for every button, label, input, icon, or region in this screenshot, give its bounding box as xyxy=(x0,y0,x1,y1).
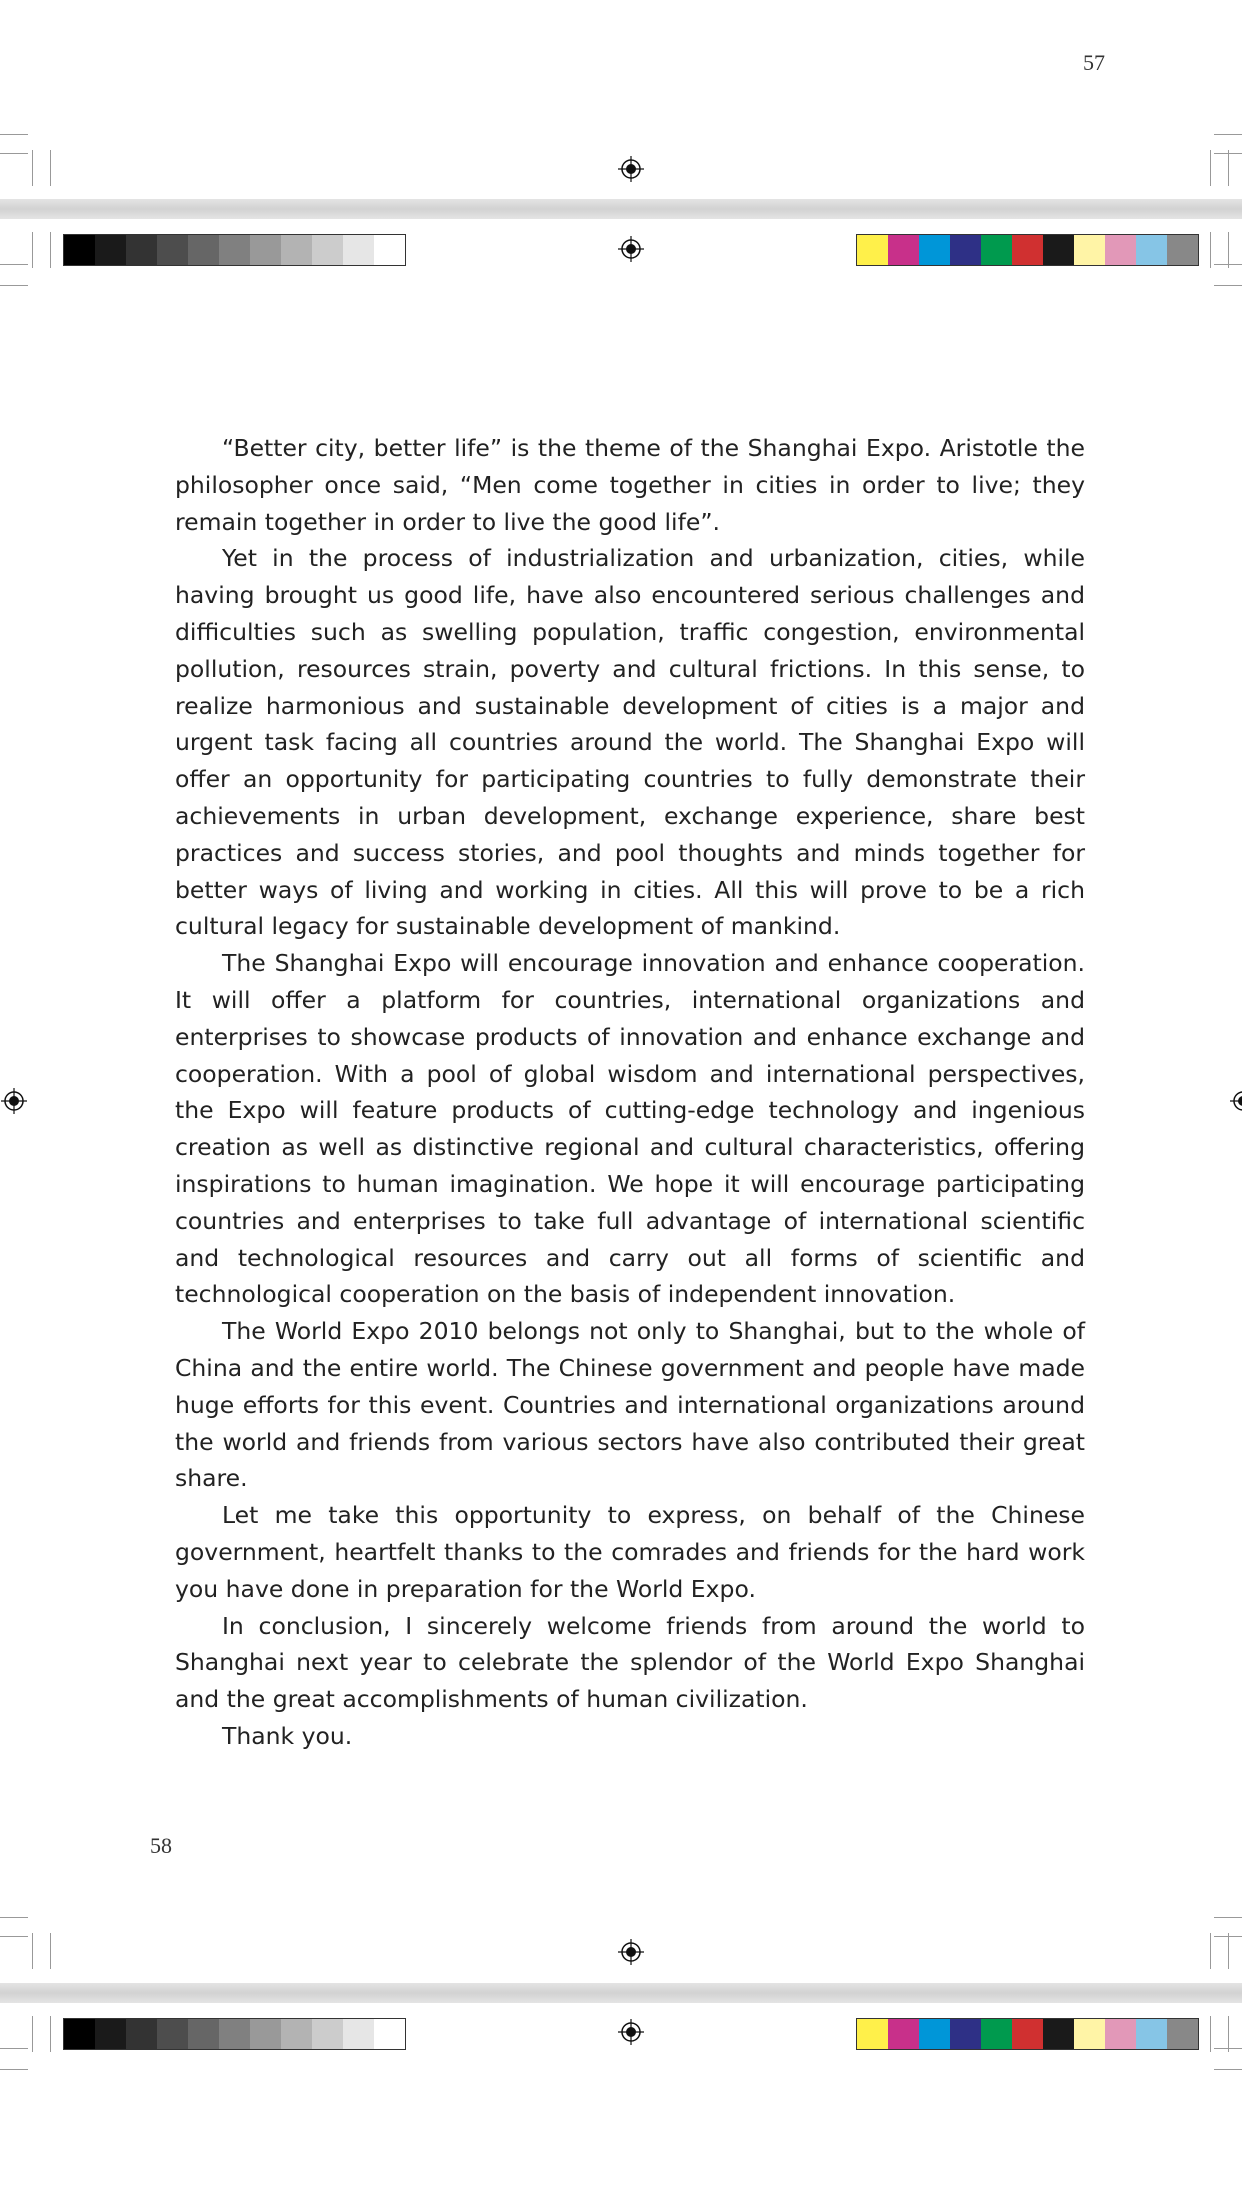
speech-text xyxy=(175,430,1085,1755)
registration-mark-icon xyxy=(618,2019,644,2045)
grayscale-swatch xyxy=(126,235,157,265)
grayscale-color-bar xyxy=(63,234,406,266)
color-swatch xyxy=(950,2019,981,2049)
registration-mark-icon xyxy=(618,156,644,182)
grayscale-swatch xyxy=(219,235,250,265)
grayscale-swatch xyxy=(64,2019,95,2049)
grayscale-swatch xyxy=(281,2019,312,2049)
paragraph: In conclusion, I sincerely welcome friends from around the world to Shanghai next year to celebrate the splendor of the World Expo Shanghai and the great accomplishments of human civilization. xyxy=(175,1611,1085,1714)
paragraph: Yet in the process of industrialization and urbanization, cities, while having brought us good life, have also encountered serious challenges and difficulties such as swelling population, traffic congestion, environmental pollution, resources strain, poverty and cultural frictions. In this sense, to realize harmonious and sustainable development of cities is a major and urgent task facing all countries around the world. The Shanghai Expo will offer an opportunity for participating countries to fully demonstrate their achievements in urban development, exchange experience, share best practices and success stories, and pool thoughts and minds together for better ways of living and working in cities. All this will prove to be a rich cultural legacy for sustainable development of mankind. xyxy=(175,544,1085,941)
color-swatch xyxy=(1074,235,1105,265)
grayscale-swatch xyxy=(250,2019,281,2049)
grayscale-swatch xyxy=(219,2019,250,2049)
process-color-bar xyxy=(856,234,1199,266)
grayscale-swatch xyxy=(250,235,281,265)
gray-band xyxy=(0,199,1242,219)
color-swatch xyxy=(888,2019,919,2049)
color-swatch xyxy=(919,2019,950,2049)
grayscale-swatch xyxy=(95,235,126,265)
grayscale-swatch xyxy=(188,235,219,265)
registration-mark-icon xyxy=(618,236,644,262)
grayscale-swatch xyxy=(343,235,374,265)
color-swatch xyxy=(1167,2019,1198,2049)
color-swatch xyxy=(888,235,919,265)
grayscale-swatch xyxy=(312,2019,343,2049)
color-swatch xyxy=(981,2019,1012,2049)
color-swatch xyxy=(857,235,888,265)
paragraph: The Shanghai Expo will encourage innovation and enhance cooperation. It will offer a platform for countries, international organizations and enterprises to showcase products of innovation and enhance exchange and cooperation. With a pool of global wisdom and international perspectives, the Expo will feature products of cutting-edge technology and ingenious creation as well as distinctive regional and cultural characteristics, offering inspirations to human imagination. We hope it will encourage participating countries and enterprises to take full advantage of international scientific and technological resources and carry out all forms of scientific and technological cooperation on the basis of independent innovation. xyxy=(175,949,1085,1309)
color-swatch xyxy=(950,235,981,265)
grayscale-swatch xyxy=(95,2019,126,2049)
grayscale-swatch xyxy=(312,235,343,265)
grayscale-swatch xyxy=(281,235,312,265)
grayscale-swatch xyxy=(374,235,405,265)
color-swatch xyxy=(857,2019,888,2049)
color-swatch xyxy=(1167,235,1198,265)
grayscale-swatch xyxy=(126,2019,157,2049)
grayscale-swatch xyxy=(64,235,95,265)
registration-mark-icon xyxy=(618,1939,644,1965)
paragraph: “Better city, better life” is the theme of the Shanghai Expo. Aristotle the philosopher once said, “Men come together in cities in order to live; they remain together in order to live the good life”. xyxy=(175,434,1085,536)
color-swatch xyxy=(1105,235,1136,265)
color-swatch xyxy=(1136,2019,1167,2049)
registration-mark-icon xyxy=(1,1088,27,1114)
color-swatch xyxy=(1074,2019,1105,2049)
grayscale-swatch xyxy=(374,2019,405,2049)
process-color-bar xyxy=(856,2018,1199,2050)
color-swatch xyxy=(1012,2019,1043,2049)
gray-band xyxy=(0,1983,1242,2003)
grayscale-swatch xyxy=(188,2019,219,2049)
grayscale-swatch xyxy=(157,2019,188,2049)
color-swatch xyxy=(1136,235,1167,265)
grayscale-swatch xyxy=(343,2019,374,2049)
grayscale-color-bar xyxy=(63,2018,406,2050)
color-swatch xyxy=(1012,235,1043,265)
grayscale-swatch xyxy=(157,235,188,265)
registration-mark-icon xyxy=(1230,1088,1242,1114)
page-number-top: 57 xyxy=(1083,50,1105,75)
color-swatch xyxy=(1043,235,1074,265)
color-swatch xyxy=(1105,2019,1136,2049)
paragraph: Let me take this opportunity to express, on behalf of the Chinese government, heartfelt thanks to the comrades and friends for the hard work you have done in preparation for the World Expo. xyxy=(175,1501,1085,1603)
paragraph: The World Expo 2010 belongs not only to Shanghai, but to the whole of China and the entire world. The Chinese government and people have made huge efforts for this event. Countries and international organizations around the world and friends from various sectors have also contributed their great share. xyxy=(175,1317,1085,1493)
color-swatch xyxy=(919,235,950,265)
color-swatch xyxy=(981,235,1012,265)
paragraph: Thank you. xyxy=(222,1721,353,1750)
color-swatch xyxy=(1043,2019,1074,2049)
page-number-bottom: 58 xyxy=(150,1833,172,1858)
